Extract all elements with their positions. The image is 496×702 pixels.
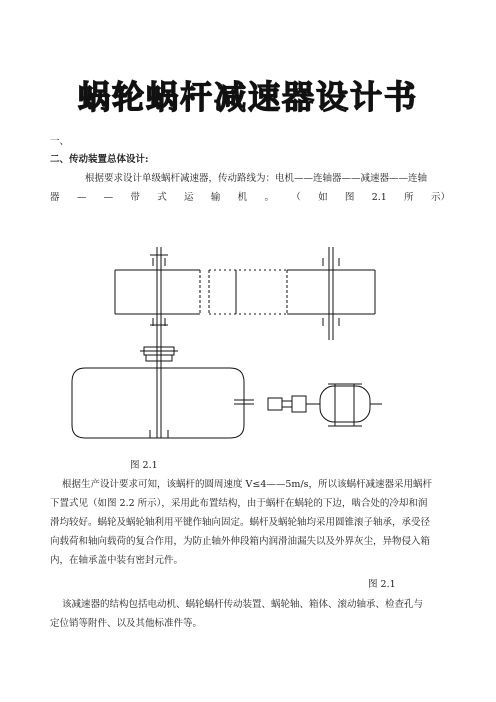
electric-motor [268, 384, 382, 426]
paragraph-2-line: 下置式见（如图 2.2 所示），采用此布置结构，由于蜗杆在蜗轮的下边，啮合处的冷却和润 [50, 498, 428, 509]
paragraph-2-line: 向载荷和轴向载荷的复合作用，为防止轴外伸段箱内润滑油漏失以及外界灰尘，异物侵入箱 [50, 536, 431, 547]
left-shaft [150, 247, 168, 438]
reducer-housing [72, 368, 244, 438]
figure-caption-2: 图 2.1 [368, 579, 396, 590]
paragraph-1-line-2-char: 2.1 [371, 192, 387, 203]
paragraph-1-line-2-char: — [76, 192, 87, 203]
paragraph-1-line-2-char: （ [291, 192, 301, 203]
drum-left-box [115, 270, 209, 314]
paragraph-1-line-2-char: — [103, 192, 114, 203]
section-2-heading: 二、传动装置总体设计: [50, 154, 149, 165]
paragraph-1-line-2-char: 图 [344, 192, 355, 203]
paragraph-1-line-2-char: 示） [430, 192, 450, 203]
paragraph-1-line-2-char: 式 [157, 192, 167, 203]
figure-caption-1: 图 2.1 [130, 460, 158, 471]
paragraph-3-line: 定位销等附件、以及其他标准件等。 [50, 618, 203, 629]
drum-right-box [287, 270, 375, 314]
coupling [140, 347, 178, 361]
document-title: 蜗轮蜗杆减速器设计书 [77, 78, 418, 116]
paragraph-2-line: 根据生产设计要求可知，该蜗杆的圆周速度 V≤4——5m/s，所以该蜗杆减速器采用蜗杆 [62, 479, 433, 490]
paragraph-1-line-2-char: 带 [130, 192, 140, 203]
paragraph-2-line: 内，在轴承盖中装有密封元件。 [50, 555, 184, 566]
paragraph-2-line: 滑均较好。蜗轮及蜗轮轴利用平键作轴向固定。蜗杆及蜗轮轴均采用圆锥滚子轴承，承受径 [50, 517, 431, 528]
paragraph-1-line-2-char: 运 [184, 192, 194, 203]
paragraph-1-line-2-char: 。 [264, 192, 274, 203]
paragraph-1-line-2-char: 如 [318, 192, 328, 203]
right-shaft [323, 247, 339, 340]
paragraph-1-line-2-char: 器 [50, 192, 60, 203]
paragraph-1-line-2-char: 输 [210, 192, 221, 203]
paragraph-1-line-1: 根据要求设计单级蜗杆减速器，传动路线为：电机——连轴器——减速器——连轴 [85, 173, 428, 184]
paragraph-1-line-2-char: 机 [237, 192, 248, 203]
paragraph-1-line-2-char: 所 [404, 192, 414, 203]
section-1-heading: 一、 [50, 136, 70, 147]
paragraph-3-line: 该减速器的结构包括电动机、蜗轮蜗杆传动装置、蜗轮轴、箱体、滚动轴承、检查孔与 [62, 599, 424, 610]
